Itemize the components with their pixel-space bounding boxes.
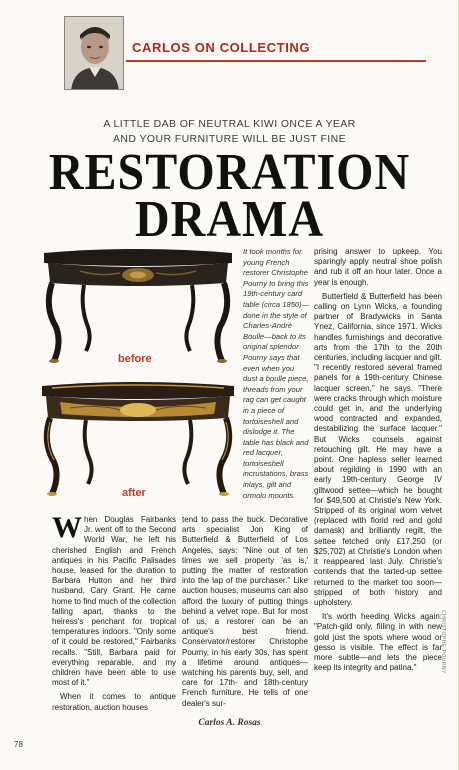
- article-paragraph: It's worth heeding Wicks again: "Patch-gild only, filling in with new gold just the spots where wood or gesso is visible. The effect is far more subtle—and lets the piece keep its integrity and patina.": [314, 612, 442, 673]
- page-number: 78: [14, 740, 23, 749]
- column-title: CARLOS ON COLLECTING: [132, 40, 311, 55]
- drop-cap: W: [52, 511, 82, 544]
- headline-line-2: DRAMA: [135, 190, 324, 249]
- article-paragraph: [52, 511, 176, 688]
- photo-credit: CHRISTOPHE POURNY: [440, 610, 446, 674]
- before-table-photo: [40, 247, 236, 365]
- article-paragraph: prising answer to upkeep. You sparingly apply neutral shoe polish and rub it off an hour later. Once a year is enough.: [314, 247, 442, 287]
- after-label: after: [122, 487, 146, 499]
- photo-caption: It took months for young French restorer Christophe Pourny to bring this 19th-century card table (circa 1850)—done in the style of Charles-André Boulle—back to its original splendor. Pourny says that even when you dust a boulle piece, threads from your rag can get caught in a piece of tortoiseshell and dislodge it. The table has black and red lacquer, tortoiseshell incrustations, brass inlays, gilt and ormolu mounts.: [243, 247, 310, 500]
- subhead-line-2: AND YOUR FURNITURE WILL BE JUST FINE: [113, 133, 346, 145]
- before-label: before: [118, 353, 152, 365]
- article-paragraph: tend to pass the buck. Decorative arts specialist Jon King of Butterfield & Butterfield of Los Angeles, says: "Nine out of ten times we sell property 'as is,' putting the matter of restoration into the lap of the purchaser." Like auction houses, museums can also afford the luxury of putting things behind a velvet rope. But for most of us, a restorer can be an antique's best friend. Conservator/restorer Christophe Pourny, in his early 30s, has spent a lifetime around antiques—watching his parents buy, sell, and care for 17th- and 18th-century French furniture. He tells of one dealer's sur-: [182, 515, 308, 708]
- article-paragraph: When it comes to antique restoration, auction houses: [52, 692, 176, 712]
- after-table-photo: [40, 378, 236, 496]
- author-portrait-image: [65, 17, 124, 90]
- article-column-3: [314, 247, 442, 677]
- author-photo: [64, 16, 124, 90]
- article-column-1: [52, 511, 176, 717]
- paragraph-text: hen Douglas Fairbanks Jr. went off to the Second World War, he left his cherished English and French antiques in his Pacific Palisades house, leased for the duration to Barbara Hutton and her third husband, Cary Grant. He came home to find much of the collection falling apart, thanks to the heiress's penchant for tropical temperatures indoors. "Only some of it could be restored," Fairbanks recalls. "Still, Barbara paid for everything reparable, and my children have been able to use most of it.": [52, 515, 176, 688]
- article-column-2: [182, 515, 308, 713]
- subhead-line-1: A LITTLE DAB OF NEUTRAL KIWI ONCE A YEAR: [103, 118, 356, 130]
- article-paragraph: Butterfield & Butterfield has been calling on Lynn Wicks, a founding partner of Bradywicks in Santa Ynez, California, since 1971. Wicks handles furnishings and decorative arts from the 17th to the 20th centuries, including lacquer and gilt. "I recently restored several framed panels for a 19th-century Chinese lacquer screen," he says. "There were cracks through which moisture could get in, and the underlying wood contracted and expanded, destabilizing the surface lacquer." But Wicks counsels against retouching gilt. He may have a point. One hapless seller learned about regilding in 1990 with an early 19th-century George IV giltwood settee—which he bought for $49,500 at Christie's New York. Stripped of its original worn velvet (replaced with florid red and gold damask) and brilliantly regilt, the settee fetched only £17,250 (or $25,702) at Christie's London when it reappeared last July. Christie's contends that the tarted-up settee returned to the market too soon—stripped of both history and upholstery.: [314, 291, 442, 607]
- byline: Carlos A. Rosas: [198, 718, 261, 728]
- headline-line-1: RESTORATION: [48, 143, 411, 202]
